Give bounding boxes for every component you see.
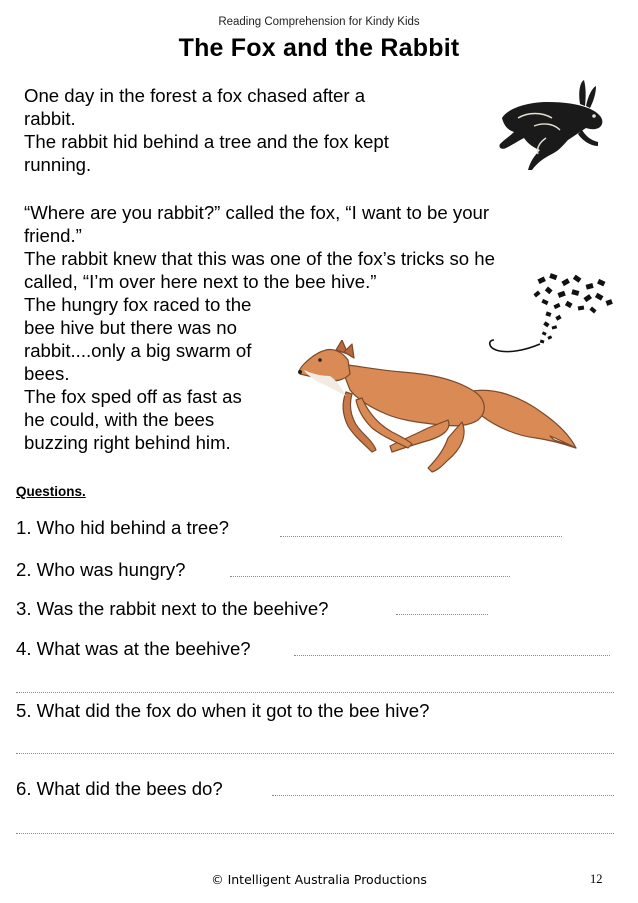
answer-line-2[interactable] [230,576,510,577]
running-fox-icon [292,340,582,478]
answer-line-4[interactable] [294,655,610,656]
answer-line-4b[interactable] [16,692,614,693]
question-6: 6. What did the bees do? [16,778,223,799]
story-line: The rabbit knew that this was one of the fox’s tricks so he [24,248,495,269]
answer-line-1[interactable] [280,536,562,537]
answer-line-6[interactable] [272,795,614,796]
story-line: The rabbit hid behind a tree and the fox kept [24,131,389,152]
story-line: rabbit....only a big swarm of [24,340,252,361]
story-line: “Where are you rabbit?” called the fox, “I want to be your [24,202,490,223]
question-2: 2. Who was hungry? [16,559,186,580]
story-line: buzzing right behind him. [24,432,231,453]
answer-line-5[interactable] [16,753,614,754]
question-1: 1. Who hid behind a tree? [16,517,229,538]
question-5: 5. What did the fox do when it got to the bee hive? [16,700,430,721]
question-3: 3. Was the rabbit next to the beehive? [16,598,329,619]
story-line: running. [24,154,92,175]
story-line: The hungry fox raced to the [24,294,252,315]
story-line: friend.” [24,225,82,246]
footer-copyright: © Intelligent Australia Productions [211,872,427,887]
story-line: One day in the forest a fox chased after a [24,85,366,106]
answer-line-6b[interactable] [16,833,614,834]
story-paragraph-1 [24,84,389,176]
rabbit-silhouette-icon [494,78,610,174]
story-line: rabbit. [24,108,76,129]
story-line: The fox sped off as fast as [24,386,242,407]
answer-line-3[interactable] [396,614,488,615]
story-line: bees. [24,363,70,384]
story-line: called, “I’m over here next to the bee hive.” [24,271,377,292]
page-header: Reading Comprehension for Kindy Kids [218,16,420,28]
story-line: bee hive but there was no [24,317,237,338]
page-title: The Fox and the Rabbit [178,34,460,62]
questions-heading: Questions. [16,484,86,499]
question-4: 4. What was at the beehive? [16,638,251,659]
story-line: he could, with the bees [24,409,215,430]
page-number: 12 [590,872,603,886]
